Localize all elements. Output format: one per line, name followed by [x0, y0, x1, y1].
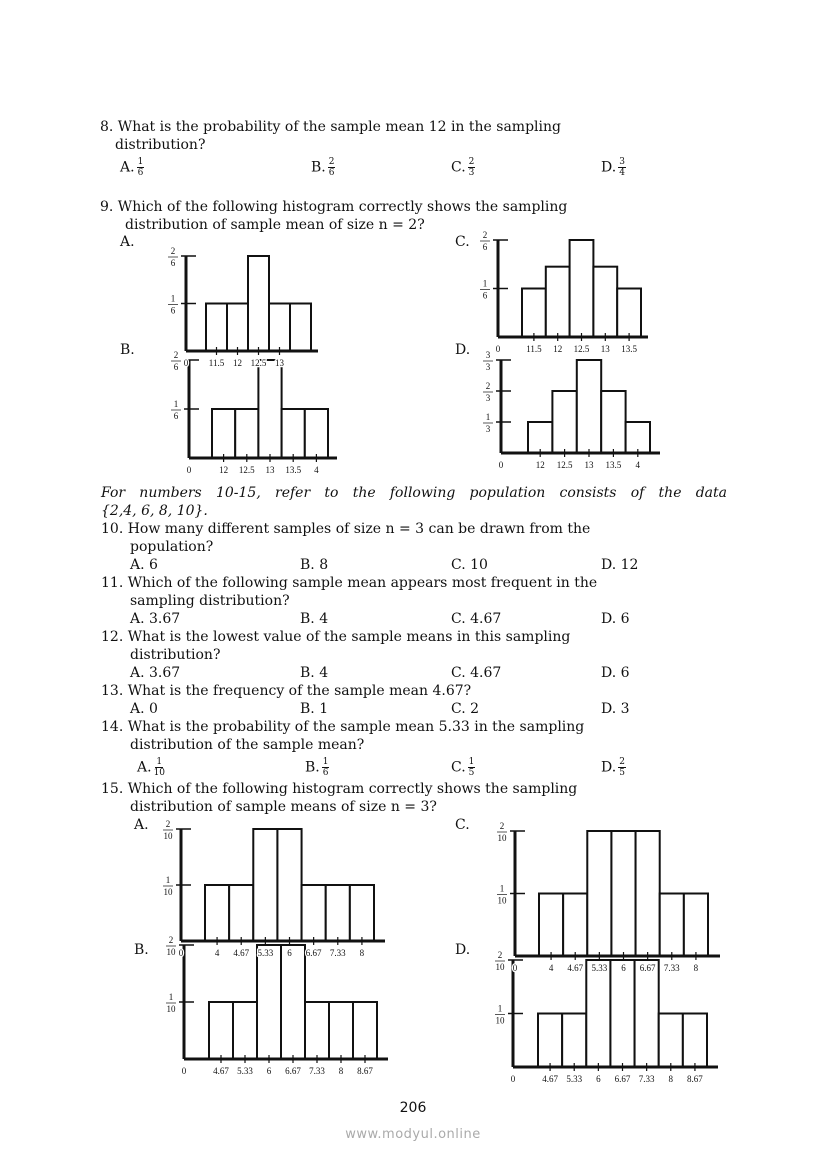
histogram-bar — [205, 885, 229, 941]
q12-text: 12. What is the lowest value of the sample means in this sampling — [101, 629, 571, 645]
x-tick-label: 8 — [693, 963, 699, 973]
q12-text-cont: distribution? — [130, 647, 221, 663]
q12-option-c[interactable]: C. 4.67 — [451, 665, 502, 681]
x-tick-label: 12 — [219, 465, 229, 475]
q11-option-b[interactable]: B. 4 — [300, 611, 329, 627]
histogram-bar — [538, 1014, 562, 1068]
q12-option-b[interactable]: B. 4 — [300, 665, 329, 681]
histogram-bar — [562, 1014, 586, 1068]
page-number: 206 — [399, 1100, 427, 1116]
y-tick-denominator: 10 — [166, 1004, 176, 1014]
histogram-bar — [305, 1002, 329, 1059]
q15-option-c[interactable]: C. — [455, 817, 470, 833]
x-tick-label: 13.5 — [285, 465, 302, 475]
x-tick-label: 5.33 — [566, 1074, 583, 1084]
x-tick-label: 12.5 — [238, 465, 255, 475]
x-tick-label: 4 — [635, 460, 641, 470]
q11-option-d[interactable]: D. 6 — [601, 611, 630, 627]
histogram-bar — [570, 240, 594, 337]
q10-option-b[interactable]: B. 8 — [300, 557, 329, 573]
y-tick-numerator: 2 — [165, 819, 171, 829]
x-tick-label: 4 — [548, 963, 554, 973]
histogram-bar — [206, 304, 227, 352]
y-tick-numerator: 1 — [482, 278, 488, 289]
x-tick-label: 5.33 — [257, 948, 274, 958]
q8-text-cont: distribution? — [115, 137, 206, 153]
q14-option-c[interactable]: C. $\frac{1}{5}$ — [451, 757, 475, 778]
q15-option-d[interactable]: D. — [455, 942, 471, 958]
q15-option-b[interactable]: B. — [134, 942, 149, 958]
histogram-bar — [626, 422, 650, 453]
q13-option-a[interactable]: A. 0 — [130, 701, 158, 717]
x-tick-label: 6 — [596, 1074, 601, 1084]
x-tick-label: 13 — [600, 344, 610, 354]
histogram-bar — [611, 831, 635, 956]
q9-option-a[interactable]: A. — [120, 234, 135, 250]
y-tick-denominator: 10 — [163, 831, 173, 841]
q10-option-d[interactable]: D. 12 — [601, 557, 639, 573]
histogram-bar — [522, 289, 546, 338]
y-tick-numerator: 2 — [497, 950, 503, 960]
x-tick-label: 5.33 — [591, 963, 608, 973]
histogram-bar — [684, 894, 708, 957]
histogram-bar — [257, 945, 281, 1059]
histogram-bar — [229, 885, 253, 941]
x-tick-label: 11.5 — [526, 344, 542, 354]
q8-option-b[interactable]: B. $\frac{2}{6}$ — [311, 157, 335, 178]
q10-option-c[interactable]: C. 10 — [451, 557, 488, 573]
histogram-q15a — [176, 829, 385, 945]
histogram-bar — [277, 829, 301, 941]
y-tick-numerator: 2 — [482, 230, 488, 240]
x-tick-label: 4 — [314, 465, 319, 475]
y-tick-denominator: 10 — [495, 962, 505, 972]
y-tick-denominator: 6 — [173, 362, 179, 372]
y-tick-denominator: 6 — [173, 411, 179, 421]
histogram-bar — [635, 960, 659, 1067]
x-tick-label: 0 — [178, 948, 184, 958]
q9-option-c[interactable]: C. — [455, 234, 470, 250]
q11-text: 11. Which of the following sample mean appears most frequent in the — [101, 575, 598, 591]
histogram-bar — [248, 256, 269, 351]
histogram-bar — [610, 960, 634, 1067]
histogram-bar — [253, 829, 277, 941]
histogram-bar — [329, 1002, 353, 1059]
y-tick-denominator: 6 — [482, 290, 488, 301]
x-tick-label: 4.67 — [567, 963, 584, 973]
y-tick-denominator: 10 — [497, 895, 507, 906]
q9-text-cont: distribution of sample mean of size n = 2? — [125, 217, 425, 233]
histogram-bar — [593, 267, 617, 337]
x-tick-label: 6.67 — [285, 1066, 301, 1076]
q8-option-d[interactable]: D. $\frac{3}{4}$ — [601, 157, 625, 178]
histogram-bar — [587, 831, 611, 956]
histogram-bar — [601, 391, 625, 453]
x-tick-label: 13 — [584, 460, 594, 470]
q15-text: 15. Which of the following histogram correctly shows the sampling — [101, 781, 578, 797]
histogram-bar — [636, 831, 660, 956]
histogram-bar — [546, 267, 570, 337]
q10-option-a[interactable]: A. 6 — [130, 557, 158, 573]
x-tick-label: 4 — [214, 948, 220, 958]
x-tick-label: 12.5 — [573, 344, 590, 354]
q13-text: 13. What is the frequency of the sample mean 4.67? — [101, 683, 472, 699]
q14-text-cont: distribution of the sample mean? — [130, 737, 365, 753]
histogram-q15c — [510, 831, 720, 960]
q13-option-c[interactable]: C. 2 — [451, 701, 480, 717]
histogram-q9b — [184, 360, 337, 462]
histogram-bar — [326, 885, 350, 941]
y-tick-denominator: 6 — [482, 242, 488, 252]
y-tick-denominator: 3 — [485, 393, 491, 403]
y-tick-numerator: 1 — [170, 293, 176, 304]
y-tick-numerator: 2 — [485, 381, 491, 391]
q13-option-d[interactable]: D. 3 — [601, 701, 630, 717]
x-tick-label: 0 — [183, 358, 189, 368]
q11-option-a[interactable]: A. 3.67 — [130, 611, 181, 627]
y-tick-numerator: 1 — [173, 399, 179, 409]
histogram-q15b — [179, 945, 388, 1063]
histogram-bar — [258, 360, 281, 458]
q14-option-b[interactable]: B. $\frac{1}{6}$ — [305, 757, 329, 778]
histogram-bar — [563, 894, 587, 957]
histogram-bar — [281, 945, 305, 1059]
x-tick-label: 13 — [275, 358, 284, 368]
x-tick-label: 8 — [359, 948, 365, 958]
histogram-bar — [269, 304, 290, 352]
x-tick-label: 7.33 — [663, 963, 680, 973]
y-tick-numerator: 1 — [497, 1003, 503, 1014]
q12-option-d[interactable]: D. 6 — [601, 665, 630, 681]
histogram-bar — [233, 1002, 257, 1059]
x-tick-label: 4.67 — [213, 1066, 229, 1076]
histogram-bar — [660, 894, 684, 957]
histogram-bar — [290, 304, 311, 352]
y-tick-denominator: 6 — [170, 305, 176, 316]
q14-option-a[interactable]: A. $\frac{1}{10}$ — [137, 757, 166, 778]
x-tick-label: 6.67 — [639, 963, 656, 973]
y-tick-denominator: 10 — [163, 887, 173, 897]
y-tick-numerator: 2 — [499, 821, 505, 831]
histogram-q9d — [496, 360, 660, 457]
histogram-q9c — [493, 240, 648, 341]
x-tick-label: 0 — [498, 460, 504, 470]
y-tick-numerator: 1 — [168, 992, 174, 1002]
x-tick-label: 7.33 — [309, 1066, 325, 1076]
y-tick-denominator: 3 — [485, 424, 491, 434]
q14-option-d[interactable]: D. $\frac{2}{5}$ — [601, 757, 625, 778]
q10-text: 10. How many different samples of size n = 3 can be drawn from the — [101, 521, 591, 537]
histogram-bar — [350, 885, 374, 941]
q11-option-c[interactable]: C. 4.67 — [451, 611, 502, 627]
x-tick-label: 0 — [495, 344, 501, 354]
q13-option-b[interactable]: B. 1 — [300, 701, 329, 717]
q12-option-a[interactable]: A. 3.67 — [130, 665, 181, 681]
x-tick-label: 12.5 — [556, 460, 573, 470]
x-tick-label: 0 — [186, 465, 192, 475]
y-tick-denominator: 3 — [485, 362, 491, 372]
q14-text: 14. What is the probability of the sample mean 5.33 in the sampling — [101, 719, 585, 735]
x-tick-label: 12 — [233, 358, 242, 368]
x-tick-label: 8.67 — [687, 1074, 703, 1084]
y-tick-numerator: 1 — [165, 875, 171, 885]
x-tick-label: 12 — [553, 344, 563, 354]
q15-option-a[interactable]: A. — [134, 817, 149, 833]
y-tick-numerator: 2 — [170, 246, 176, 256]
y-tick-denominator: 10 — [495, 1015, 505, 1026]
y-tick-numerator: 3 — [485, 350, 491, 360]
histogram-bar — [353, 1002, 377, 1059]
q9-text: 9. Which of the following histogram correctly shows the sampling — [100, 199, 568, 215]
instruction-text-cont: {2,4, 6, 8, 10}. — [101, 503, 208, 519]
x-tick-label: 13.5 — [621, 344, 637, 354]
histogram-bar — [302, 885, 326, 941]
q9-option-b[interactable]: B. — [120, 342, 135, 358]
x-tick-label: 12 — [535, 460, 545, 470]
histogram-bar — [586, 960, 610, 1067]
x-tick-label: 13.5 — [605, 460, 622, 470]
x-tick-label: 6 — [621, 963, 626, 973]
x-tick-label: 13 — [265, 465, 275, 475]
x-tick-label: 0 — [512, 963, 518, 973]
y-tick-numerator: 1 — [485, 412, 491, 422]
histogram-bar — [227, 304, 248, 352]
watermark: www.modyul.online — [345, 1127, 481, 1142]
x-tick-label: 8.67 — [357, 1066, 373, 1076]
x-tick-label: 7.33 — [638, 1074, 655, 1084]
histogram-bar — [212, 409, 235, 458]
y-tick-numerator: 1 — [499, 883, 505, 894]
x-tick-label: 4.67 — [233, 948, 250, 958]
y-tick-denominator: 6 — [170, 258, 176, 268]
histogram-q15d — [508, 960, 718, 1071]
q10-text-cont: population? — [130, 539, 214, 555]
y-tick-denominator: 10 — [497, 833, 507, 843]
instruction-text: For numbers 10-15, refer to the following population consists of the data — [101, 485, 727, 501]
q15-text-cont: distribution of sample means of size n = 3? — [130, 799, 437, 815]
x-tick-label: 8 — [338, 1066, 344, 1076]
x-tick-label: 4.67 — [542, 1074, 558, 1084]
x-tick-label: 6 — [287, 948, 292, 958]
histogram-bar — [659, 1014, 683, 1068]
q11-text-cont: sampling distribution? — [130, 593, 290, 609]
q9-option-d[interactable]: D. — [455, 342, 471, 358]
x-tick-label: 6.67 — [614, 1074, 631, 1084]
q8-option-a[interactable]: A. $\frac{1}{6}$ — [120, 157, 144, 178]
x-tick-label: 7.33 — [329, 948, 346, 958]
histogram-bar — [683, 1014, 707, 1068]
x-tick-label: 0 — [510, 1074, 516, 1084]
y-tick-numerator: 2 — [173, 350, 179, 360]
histogram-bar — [235, 409, 258, 458]
histogram-bar — [617, 289, 641, 338]
histogram-bar — [552, 391, 576, 453]
y-tick-numerator: 2 — [168, 935, 174, 945]
x-tick-label: 12.5 — [250, 358, 267, 368]
histogram-bar — [539, 894, 563, 957]
histogram-bar — [305, 409, 328, 458]
histogram-q9a — [181, 256, 318, 355]
x-tick-label: 5.33 — [237, 1066, 253, 1076]
histogram-bar — [577, 360, 601, 453]
x-tick-label: 0 — [181, 1066, 187, 1076]
y-tick-denominator: 10 — [166, 947, 176, 957]
q8-option-c[interactable]: C. $\frac{2}{3}$ — [451, 157, 475, 178]
histogram-bar — [528, 422, 552, 453]
x-tick-label: 11.5 — [208, 358, 225, 368]
histogram-bar — [282, 409, 305, 458]
x-tick-label: 6.67 — [305, 948, 322, 958]
x-tick-label: 6 — [266, 1066, 272, 1076]
histogram-bar — [209, 1002, 233, 1059]
x-tick-label: 8 — [668, 1074, 674, 1084]
q8-text: 8. What is the probability of the sample mean 12 in the sampling — [100, 119, 561, 135]
